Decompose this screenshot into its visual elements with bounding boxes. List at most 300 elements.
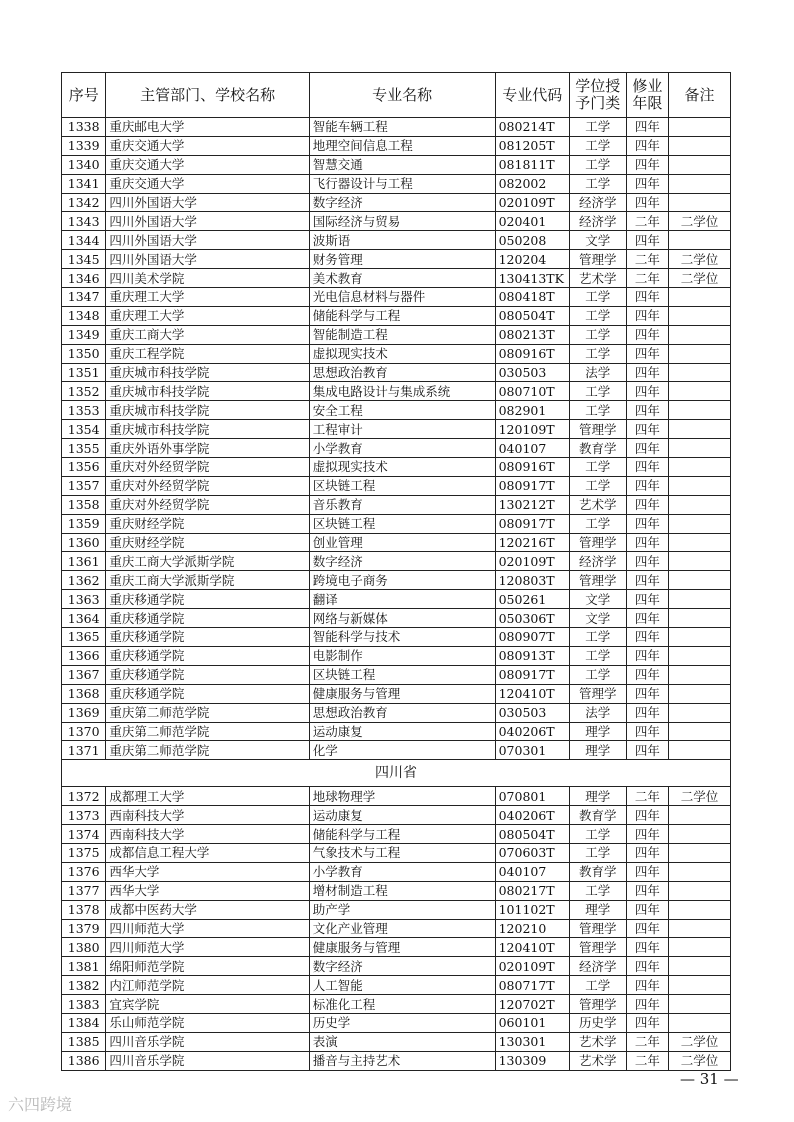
cell-degree: 理学 — [569, 900, 626, 919]
cell-school: 成都中医药大学 — [106, 900, 309, 919]
cell-degree: 工学 — [569, 476, 626, 495]
cell-major: 数字经济 — [309, 552, 495, 571]
cell-note — [669, 306, 731, 325]
cell-seq: 1382 — [62, 976, 106, 995]
cell-seq: 1373 — [62, 806, 106, 825]
cell-years: 四年 — [626, 231, 668, 250]
cell-years: 四年 — [626, 862, 668, 881]
cell-seq: 1363 — [62, 590, 106, 609]
cell-degree: 工学 — [569, 401, 626, 420]
cell-years: 四年 — [626, 703, 668, 722]
cell-school: 重庆工程学院 — [106, 344, 309, 363]
cell-note — [669, 843, 731, 862]
cell-degree: 艺术学 — [569, 1051, 626, 1070]
cell-degree: 工学 — [569, 665, 626, 684]
cell-note — [669, 136, 731, 155]
cell-years: 四年 — [626, 382, 668, 401]
cell-note — [669, 514, 731, 533]
table-row — [62, 325, 731, 344]
cell-code: 020109T — [495, 552, 569, 571]
cell-major: 历史学 — [309, 1013, 495, 1032]
cell-school: 四川音乐学院 — [106, 1032, 309, 1051]
cell-major: 小学教育 — [309, 439, 495, 458]
cell-years: 四年 — [626, 741, 668, 760]
table-row — [62, 938, 731, 957]
cell-major: 音乐教育 — [309, 495, 495, 514]
cell-degree: 艺术学 — [569, 495, 626, 514]
cell-school: 绵阳师范学院 — [106, 957, 309, 976]
cell-code: 040107 — [495, 862, 569, 881]
cell-years: 四年 — [626, 155, 668, 174]
cell-major: 虚拟现实技术 — [309, 344, 495, 363]
cell-years: 四年 — [626, 646, 668, 665]
table-row — [62, 269, 731, 288]
cell-degree: 法学 — [569, 703, 626, 722]
cell-degree: 艺术学 — [569, 1032, 626, 1051]
cell-seq: 1371 — [62, 741, 106, 760]
table-row — [62, 212, 731, 231]
table-row — [62, 306, 731, 325]
cell-degree: 工学 — [569, 155, 626, 174]
cell-school: 重庆对外经贸学院 — [106, 458, 309, 477]
table-row — [62, 957, 731, 976]
cell-degree: 教育学 — [569, 862, 626, 881]
cell-major: 储能科学与工程 — [309, 306, 495, 325]
cell-note — [669, 476, 731, 495]
cell-years: 四年 — [626, 571, 668, 590]
cell-years: 四年 — [626, 609, 668, 628]
cell-seq: 1350 — [62, 344, 106, 363]
cell-seq: 1338 — [62, 118, 106, 137]
header-years: 修业年限 — [626, 73, 668, 118]
table-row — [62, 806, 731, 825]
cell-years: 四年 — [626, 628, 668, 647]
cell-school: 重庆城市科技学院 — [106, 401, 309, 420]
cell-code: 081205T — [495, 136, 569, 155]
cell-degree: 工学 — [569, 288, 626, 307]
cell-code: 080418T — [495, 288, 569, 307]
table-row — [62, 476, 731, 495]
cell-note — [669, 174, 731, 193]
cell-degree: 经济学 — [569, 957, 626, 976]
cell-school: 重庆理工大学 — [106, 288, 309, 307]
cell-major: 助产学 — [309, 900, 495, 919]
cell-school: 重庆工商大学 — [106, 325, 309, 344]
cell-major: 文化产业管理 — [309, 919, 495, 938]
cell-seq: 1372 — [62, 787, 106, 806]
cell-seq: 1383 — [62, 995, 106, 1014]
table-row — [62, 344, 731, 363]
table-row — [62, 533, 731, 552]
cell-degree: 理学 — [569, 722, 626, 741]
table-row — [62, 458, 731, 477]
cell-note — [669, 609, 731, 628]
table-row — [62, 193, 731, 212]
cell-code: 030503 — [495, 363, 569, 382]
cell-seq: 1385 — [62, 1032, 106, 1051]
cell-major: 地理空间信息工程 — [309, 136, 495, 155]
cell-seq: 1353 — [62, 401, 106, 420]
cell-degree: 文学 — [569, 590, 626, 609]
cell-major: 集成电路设计与集成系统 — [309, 382, 495, 401]
cell-school: 重庆邮电大学 — [106, 118, 309, 137]
cell-seq: 1355 — [62, 439, 106, 458]
cell-code: 120216T — [495, 533, 569, 552]
cell-years: 四年 — [626, 495, 668, 514]
table-body — [62, 118, 731, 1071]
cell-years: 四年 — [626, 976, 668, 995]
cell-seq: 1347 — [62, 288, 106, 307]
table-row — [62, 919, 731, 938]
cell-degree: 管理学 — [569, 571, 626, 590]
cell-degree: 理学 — [569, 741, 626, 760]
cell-school: 重庆移通学院 — [106, 684, 309, 703]
cell-degree: 理学 — [569, 787, 626, 806]
cell-seq: 1367 — [62, 665, 106, 684]
cell-code: 050306T — [495, 609, 569, 628]
cell-seq: 1349 — [62, 325, 106, 344]
cell-degree: 艺术学 — [569, 269, 626, 288]
cell-major: 标准化工程 — [309, 995, 495, 1014]
cell-school: 重庆移通学院 — [106, 665, 309, 684]
cell-school: 重庆对外经贸学院 — [106, 495, 309, 514]
cell-note — [669, 628, 731, 647]
cell-note — [669, 288, 731, 307]
cell-code: 080917T — [495, 665, 569, 684]
header-degree: 学位授予门类 — [569, 73, 626, 118]
cell-note — [669, 665, 731, 684]
cell-school: 成都理工大学 — [106, 787, 309, 806]
cell-note: 二学位 — [669, 250, 731, 269]
cell-code: 080916T — [495, 344, 569, 363]
cell-code: 060101 — [495, 1013, 569, 1032]
cell-seq: 1358 — [62, 495, 106, 514]
cell-seq: 1357 — [62, 476, 106, 495]
cell-note — [669, 439, 731, 458]
cell-major: 数字经济 — [309, 957, 495, 976]
cell-code: 130212T — [495, 495, 569, 514]
cell-code: 120803T — [495, 571, 569, 590]
cell-note — [669, 976, 731, 995]
table-row — [62, 1013, 731, 1032]
cell-years: 四年 — [626, 476, 668, 495]
cell-seq: 1377 — [62, 881, 106, 900]
cell-note — [669, 420, 731, 439]
cell-code: 030503 — [495, 703, 569, 722]
table-row — [62, 439, 731, 458]
cell-years: 四年 — [626, 995, 668, 1014]
cell-seq: 1374 — [62, 825, 106, 844]
cell-degree: 管理学 — [569, 533, 626, 552]
table-row — [62, 900, 731, 919]
cell-years: 四年 — [626, 363, 668, 382]
cell-note — [669, 458, 731, 477]
cell-years: 四年 — [626, 533, 668, 552]
table-row — [62, 495, 731, 514]
cell-major: 地球物理学 — [309, 787, 495, 806]
cell-note: 二学位 — [669, 269, 731, 288]
cell-school: 成都信息工程大学 — [106, 843, 309, 862]
cell-degree: 文学 — [569, 231, 626, 250]
table-row — [62, 995, 731, 1014]
cell-code: 080717T — [495, 976, 569, 995]
cell-school: 重庆理工大学 — [106, 306, 309, 325]
cell-school: 重庆交通大学 — [106, 136, 309, 155]
cell-degree: 工学 — [569, 843, 626, 862]
cell-code: 081811T — [495, 155, 569, 174]
table-row — [62, 571, 731, 590]
cell-degree: 工学 — [569, 458, 626, 477]
table-row — [62, 552, 731, 571]
cell-note — [669, 382, 731, 401]
cell-major: 跨境电子商务 — [309, 571, 495, 590]
table-row — [62, 741, 731, 760]
section-row — [62, 760, 731, 787]
table-row — [62, 862, 731, 881]
cell-major: 储能科学与工程 — [309, 825, 495, 844]
cell-code: 101102T — [495, 900, 569, 919]
cell-school: 四川外国语大学 — [106, 193, 309, 212]
cell-code: 080916T — [495, 458, 569, 477]
header-code: 专业代码 — [495, 73, 569, 118]
cell-years: 四年 — [626, 193, 668, 212]
cell-years: 四年 — [626, 665, 668, 684]
cell-major: 气象技术与工程 — [309, 843, 495, 862]
cell-note: 二学位 — [669, 212, 731, 231]
table-header-row — [62, 73, 731, 118]
cell-note — [669, 344, 731, 363]
cell-note — [669, 363, 731, 382]
cell-school: 乐山师范学院 — [106, 1013, 309, 1032]
cell-degree: 工学 — [569, 174, 626, 193]
cell-major: 区块链工程 — [309, 514, 495, 533]
cell-school: 四川师范大学 — [106, 938, 309, 957]
cell-degree: 工学 — [569, 325, 626, 344]
cell-note — [669, 703, 731, 722]
cell-years: 四年 — [626, 722, 668, 741]
cell-seq: 1375 — [62, 843, 106, 862]
table-row — [62, 174, 731, 193]
cell-note — [669, 401, 731, 420]
cell-code: 020109T — [495, 193, 569, 212]
cell-code: 120702T — [495, 995, 569, 1014]
cell-seq: 1341 — [62, 174, 106, 193]
cell-degree: 教育学 — [569, 806, 626, 825]
cell-code: 082002 — [495, 174, 569, 193]
cell-school: 重庆移通学院 — [106, 646, 309, 665]
cell-degree: 工学 — [569, 646, 626, 665]
cell-major: 人工智能 — [309, 976, 495, 995]
cell-school: 重庆第二师范学院 — [106, 741, 309, 760]
cell-code: 120410T — [495, 684, 569, 703]
cell-code: 050261 — [495, 590, 569, 609]
header-note: 备注 — [669, 73, 731, 118]
table-row — [62, 703, 731, 722]
table-row — [62, 825, 731, 844]
cell-code: 080217T — [495, 881, 569, 900]
cell-seq: 1352 — [62, 382, 106, 401]
cell-note — [669, 552, 731, 571]
cell-note — [669, 590, 731, 609]
header-major: 专业名称 — [309, 73, 495, 118]
cell-school: 重庆移通学院 — [106, 590, 309, 609]
table-row — [62, 665, 731, 684]
cell-note — [669, 995, 731, 1014]
cell-note: 二学位 — [669, 787, 731, 806]
cell-major: 健康服务与管理 — [309, 684, 495, 703]
cell-major: 创业管理 — [309, 533, 495, 552]
cell-school: 西华大学 — [106, 862, 309, 881]
cell-seq: 1354 — [62, 420, 106, 439]
cell-note — [669, 722, 731, 741]
cell-seq: 1359 — [62, 514, 106, 533]
cell-note — [669, 938, 731, 957]
cell-seq: 1343 — [62, 212, 106, 231]
cell-note — [669, 881, 731, 900]
cell-major: 工程审计 — [309, 420, 495, 439]
cell-school: 重庆城市科技学院 — [106, 382, 309, 401]
cell-major: 财务管理 — [309, 250, 495, 269]
cell-major: 智能车辆工程 — [309, 118, 495, 137]
cell-school: 西南科技大学 — [106, 825, 309, 844]
cell-major: 思想政治教育 — [309, 363, 495, 382]
cell-code: 120410T — [495, 938, 569, 957]
cell-seq: 1356 — [62, 458, 106, 477]
cell-years: 四年 — [626, 938, 668, 957]
table-row — [62, 363, 731, 382]
table-row — [62, 1032, 731, 1051]
cell-degree: 管理学 — [569, 938, 626, 957]
table-row — [62, 420, 731, 439]
cell-major: 波斯语 — [309, 231, 495, 250]
cell-school: 内江师范学院 — [106, 976, 309, 995]
cell-seq: 1379 — [62, 919, 106, 938]
cell-seq: 1376 — [62, 862, 106, 881]
cell-school: 西华大学 — [106, 881, 309, 900]
cell-years: 四年 — [626, 288, 668, 307]
cell-code: 020109T — [495, 957, 569, 976]
cell-major: 国际经济与贸易 — [309, 212, 495, 231]
cell-degree: 管理学 — [569, 995, 626, 1014]
cell-code: 080917T — [495, 514, 569, 533]
cell-major: 智能制造工程 — [309, 325, 495, 344]
cell-years: 四年 — [626, 514, 668, 533]
cell-school: 西南科技大学 — [106, 806, 309, 825]
table-row — [62, 646, 731, 665]
cell-note — [669, 325, 731, 344]
table-row — [62, 514, 731, 533]
table-row — [62, 155, 731, 174]
cell-seq: 1368 — [62, 684, 106, 703]
cell-degree: 工学 — [569, 628, 626, 647]
table-row — [62, 288, 731, 307]
cell-years: 四年 — [626, 401, 668, 420]
table-row — [62, 843, 731, 862]
cell-code: 040206T — [495, 722, 569, 741]
cell-school: 重庆城市科技学院 — [106, 363, 309, 382]
cell-degree: 法学 — [569, 363, 626, 382]
cell-degree: 经济学 — [569, 552, 626, 571]
cell-school: 重庆财经学院 — [106, 514, 309, 533]
cell-code: 070801 — [495, 787, 569, 806]
cell-seq: 1342 — [62, 193, 106, 212]
cell-years: 四年 — [626, 825, 668, 844]
cell-degree: 工学 — [569, 306, 626, 325]
cell-seq: 1346 — [62, 269, 106, 288]
cell-degree: 工学 — [569, 118, 626, 137]
cell-years: 二年 — [626, 250, 668, 269]
cell-seq: 1345 — [62, 250, 106, 269]
watermark-logo: 六四跨境 — [8, 1095, 73, 1114]
cell-degree: 工学 — [569, 136, 626, 155]
cell-major: 智慧交通 — [309, 155, 495, 174]
cell-years: 四年 — [626, 420, 668, 439]
table-row — [62, 881, 731, 900]
cell-note — [669, 825, 731, 844]
header-school: 主管部门、学校名称 — [106, 73, 309, 118]
section-title: 四川省 — [62, 760, 731, 787]
cell-code: 080504T — [495, 825, 569, 844]
cell-seq: 1360 — [62, 533, 106, 552]
cell-seq: 1351 — [62, 363, 106, 382]
cell-degree: 教育学 — [569, 439, 626, 458]
cell-degree: 工学 — [569, 514, 626, 533]
cell-note — [669, 155, 731, 174]
cell-note — [669, 495, 731, 514]
cell-school: 四川外国语大学 — [106, 250, 309, 269]
cell-note — [669, 806, 731, 825]
cell-years: 二年 — [626, 1051, 668, 1070]
cell-seq: 1344 — [62, 231, 106, 250]
cell-seq: 1339 — [62, 136, 106, 155]
table-row — [62, 136, 731, 155]
cell-years: 四年 — [626, 136, 668, 155]
table-row — [62, 590, 731, 609]
cell-degree: 管理学 — [569, 250, 626, 269]
cell-major: 美术教育 — [309, 269, 495, 288]
cell-school: 四川外国语大学 — [106, 231, 309, 250]
cell-major: 安全工程 — [309, 401, 495, 420]
cell-major: 区块链工程 — [309, 665, 495, 684]
cell-code: 050208 — [495, 231, 569, 250]
cell-years: 二年 — [626, 212, 668, 231]
cell-code: 080213T — [495, 325, 569, 344]
cell-seq: 1340 — [62, 155, 106, 174]
cell-seq: 1366 — [62, 646, 106, 665]
cell-note — [669, 862, 731, 881]
cell-years: 四年 — [626, 552, 668, 571]
cell-seq: 1348 — [62, 306, 106, 325]
cell-seq: 1362 — [62, 571, 106, 590]
cell-major: 光电信息材料与器件 — [309, 288, 495, 307]
table-row — [62, 250, 731, 269]
cell-degree: 工学 — [569, 382, 626, 401]
page-number: — 31 — — [680, 1070, 739, 1088]
table-row — [62, 787, 731, 806]
cell-degree: 经济学 — [569, 212, 626, 231]
cell-major: 播音与主持艺术 — [309, 1051, 495, 1070]
cell-school: 重庆外语外事学院 — [106, 439, 309, 458]
table-row — [62, 628, 731, 647]
cell-code: 080917T — [495, 476, 569, 495]
cell-note — [669, 741, 731, 760]
cell-code: 080504T — [495, 306, 569, 325]
cell-years: 四年 — [626, 325, 668, 344]
cell-major: 虚拟现实技术 — [309, 458, 495, 477]
cell-years: 四年 — [626, 439, 668, 458]
cell-degree: 历史学 — [569, 1013, 626, 1032]
cell-years: 四年 — [626, 1013, 668, 1032]
